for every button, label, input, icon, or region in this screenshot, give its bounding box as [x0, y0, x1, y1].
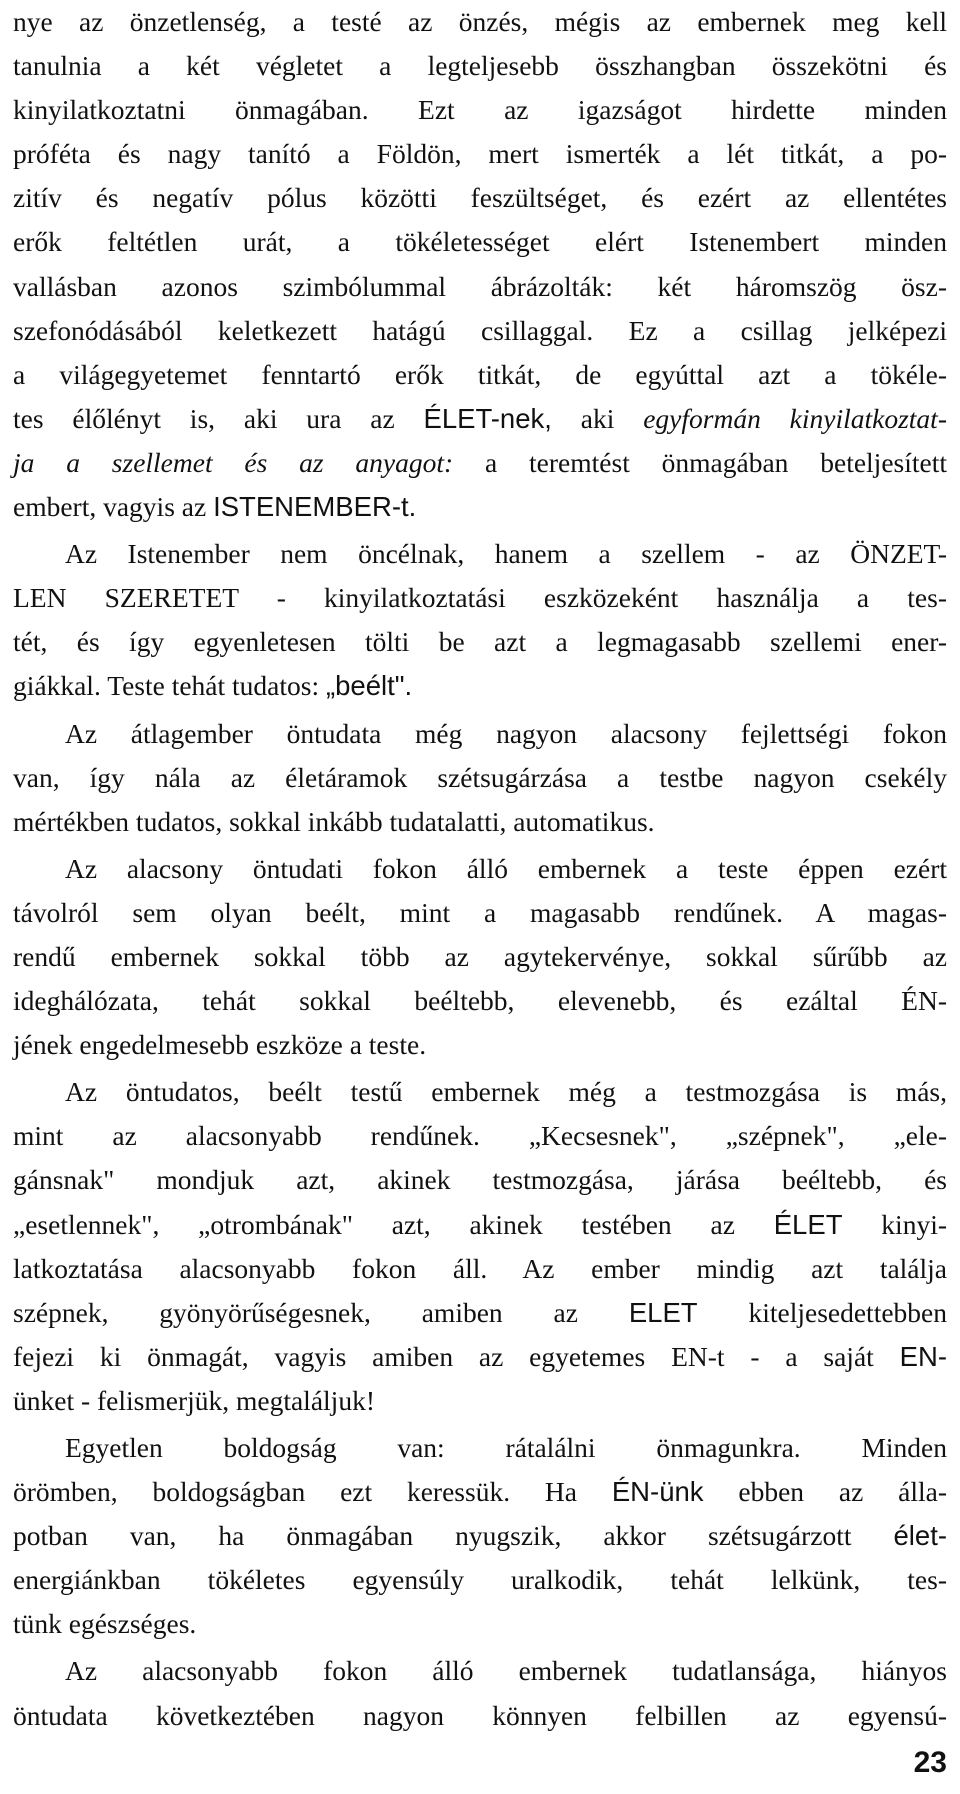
text-line [13, 1203, 947, 1247]
text-run: „esetlennek", „otrombának" azt, akinek testében az [13, 1208, 774, 1240]
emphasized-word: ÉLET [773, 1208, 843, 1240]
text-line [13, 1470, 947, 1514]
text-run: tünk egészséges. [13, 1608, 197, 1640]
text-run: távolról sem olyan beélt, mint a magasabb rendűnek. A magas- [13, 896, 947, 928]
emphasized-word: ÉN-ünk [611, 1476, 704, 1508]
text-run: zitív és negatív pólus közötti feszültséget, és ezért az ellentétes [13, 182, 947, 214]
text-run: tét, és így egyenletesen tölti be azt a legmagasabb szellemi ener- [13, 626, 947, 658]
text-run: mint az alacsonyabb rendűnek. „Kecsesnek", „szépnek", „ele- [13, 1120, 947, 1152]
text-run: mértékben tudatos, sokkal inkább tudatalatti, automatikus. [13, 805, 655, 837]
text-line [13, 1426, 947, 1470]
text-run: Az átlagember öntudata még nagyon alacsony fejlettségi fokon [65, 717, 947, 749]
paragraph [13, 712, 947, 844]
text-run: rendű embernek sokkal több az agytekervénye, sokkal sűrűbb az [13, 940, 947, 972]
text-line [13, 847, 947, 891]
text-run: tanulnia a két végletet a legteljesebb összhangban összekötni és [13, 50, 947, 82]
text-line [13, 0, 947, 44]
text-line [13, 1694, 947, 1738]
emphasized-word: „beélt". [325, 670, 413, 702]
text-run: ünket - felismerjük, megtaláljuk! [13, 1384, 375, 1416]
text-line [13, 1158, 947, 1202]
text-run: tes élőlényt is, aki ura az [13, 402, 424, 434]
text-line [13, 1379, 947, 1423]
paragraph [13, 1649, 947, 1737]
text-run: gánsnak" mondjuk azt, akinek testmozgása, járása beéltebb, és [13, 1164, 947, 1196]
text-run: kinyilatkoztatni önmagában. Ezt az igazságot hirdette minden [13, 94, 947, 126]
text-line [13, 979, 947, 1023]
paragraph [13, 1070, 947, 1423]
text-line [13, 176, 947, 220]
text-line [13, 397, 947, 441]
paragraph [13, 847, 947, 1067]
text-line [13, 1514, 947, 1558]
text-run: szefonódásából keletkezett hatágú csillaggal. Ez a csillag jelképezi [13, 314, 947, 346]
text-run: szépnek, gyönyörűségesnek, amiben az [13, 1296, 629, 1328]
text-line [13, 309, 947, 353]
text-line [13, 1558, 947, 1602]
text-run: giákkal. Teste tehát tudatos: [13, 670, 326, 702]
emphasized-word: ISTENEMBER-t. [213, 491, 417, 523]
text-line [13, 441, 947, 485]
emphasized-word: ÉLET-nek, [423, 402, 552, 434]
text-run: ideghálózata, tehát sokkal beéltebb, elevenebb, és ezáltal ÉN- [13, 985, 947, 1017]
text-line [13, 1114, 947, 1158]
emphasized-word: ELET [628, 1296, 698, 1328]
text-line [13, 664, 947, 708]
paragraph [13, 1426, 947, 1646]
text-line [13, 891, 947, 935]
text-line [13, 1291, 947, 1335]
text-run: a világegyetemet fenntartó erők titkát, de egyúttal azt a tökéle- [13, 358, 947, 390]
text-line [13, 220, 947, 264]
text-run: jének engedelmesebb eszköze a teste. [13, 1029, 427, 1061]
paragraph [13, 532, 947, 708]
text-line [13, 935, 947, 979]
text-line [13, 576, 947, 620]
text-run: Az alacsonyabb fokon álló embernek tudatlansága, hiányos [65, 1655, 947, 1687]
text-line [13, 532, 947, 576]
text-line [13, 88, 947, 132]
body-text [13, 0, 947, 1738]
text-line [13, 756, 947, 800]
text-run: van, így nála az életáramok szétsugárzása a testbe nagyon csekély [13, 761, 947, 793]
emphasized-word: EN- [899, 1340, 947, 1372]
text-line [13, 1602, 947, 1646]
text-line [13, 44, 947, 88]
text-line [13, 265, 947, 309]
text-line [13, 620, 947, 664]
text-run: kinyi- [842, 1208, 947, 1240]
text-run: Az öntudatos, beélt testű embernek még a testmozgása is más, [65, 1076, 947, 1108]
text-run: Az Istenember nem öncélnak, hanem a szellem - az ÖNZET- [65, 538, 947, 570]
text-run: örömben, boldogságban ezt keressük. Ha [13, 1476, 612, 1508]
italic-text: egyformán kinyilatkoztat- [643, 402, 947, 434]
text-line [13, 1247, 947, 1291]
text-run: próféta és nagy tanító a Földön, mert ismerték a lét titkát, a po- [13, 138, 947, 170]
emphasized-word: élet- [893, 1520, 947, 1552]
text-run: nye az önzetlenség, a testé az önzés, mégis az embernek meg kell [13, 6, 947, 37]
text-run: ebben az álla- [703, 1476, 947, 1508]
text-line [13, 485, 947, 529]
text-run: Egyetlen boldogság van: rátalálni önmagunkra. Minden [65, 1432, 947, 1463]
text-run: latkoztatása alacsonyabb fokon áll. Az ember mindig azt találja [13, 1252, 947, 1284]
text-line [13, 1649, 947, 1693]
text-line [13, 353, 947, 397]
italic-text: ja a szellemet és az anyagot: [13, 446, 454, 478]
text-line [13, 1335, 947, 1379]
text-run: vallásban azonos szimbólummal ábrázolták: két háromszög ösz- [13, 270, 947, 302]
text-line [13, 800, 947, 844]
text-run: LEN SZERETET - kinyilatkoztatási eszközeként használja a tes- [13, 582, 947, 614]
text-line [13, 712, 947, 756]
text-run: kiteljesedettebben [697, 1296, 948, 1328]
text-run: embert, vagyis az [13, 491, 214, 523]
text-run: öntudata következtében nagyon könnyen felbillen az egyensú- [13, 1699, 947, 1731]
page-number: 23 [913, 1746, 947, 1779]
text-line [13, 1023, 947, 1067]
text-run: Az alacsony öntudati fokon álló embernek a teste éppen ezért [65, 852, 947, 884]
book-page [13, 0, 947, 1738]
text-run: potban van, ha önmagában nyugszik, akkor szétsugárzott [13, 1520, 894, 1552]
text-run: energiánkban tökéletes egyensúly uralkodik, tehát lelkünk, tes- [13, 1564, 947, 1596]
paragraph [13, 0, 947, 529]
text-line [13, 1070, 947, 1114]
text-line [13, 132, 947, 176]
text-run: fejezi ki önmagát, vagyis amiben az egyetemes EN-t - a saját [13, 1340, 900, 1372]
text-run: erők feltétlen urát, a tökéletességet elért Istenembert minden [13, 226, 947, 258]
text-run: a teremtést önmagában beteljesített [453, 446, 947, 478]
text-run: aki [551, 402, 644, 434]
